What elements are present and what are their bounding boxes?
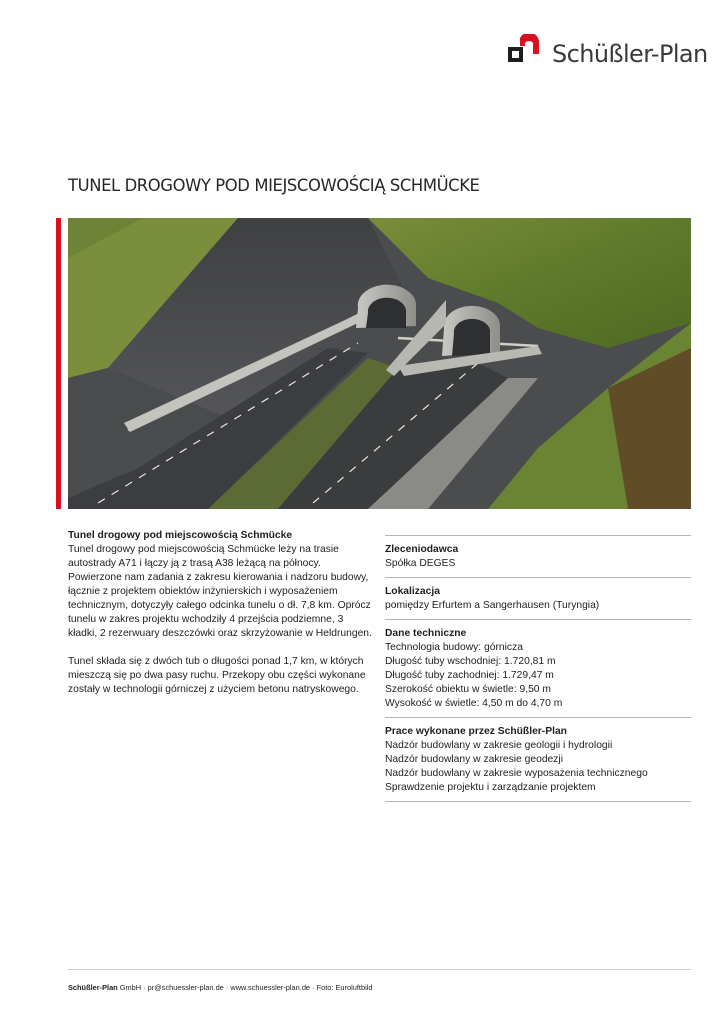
logo-wordmark: Schüßler-Plan (552, 40, 708, 68)
schuessler-plan-logo-icon (508, 34, 542, 68)
technical-data-section (385, 620, 691, 717)
location-section (385, 578, 691, 619)
technical-data-line: Długość tuby zachodniej: 1.729,47 m (385, 670, 554, 681)
aerial-tunnel-photo (68, 218, 691, 509)
footer-divider (68, 969, 691, 970)
footer-company: Schüßler-Plan (68, 983, 118, 992)
description-paragraph-1: Tunel drogowy pod miejscowością Schmücke leży na trasie autostrady A71 i łączy ją z trasą A38 leżącą na północy. Powierzone nam zadania z zakresu kierowania i nadzoru budowy, łącznie z projektem obiektów inżynierskich i wyposażeniem technicznym, dotyczyły całego odcinka tunelu o dł. 7,8 km. Oprócz tunelu w zakres projektu wchodziły 4 przejścia podziemne, 3 kładki, 2 rezerwuary deszczówki oraz skrzyżowanie w Heldrungen. (68, 544, 372, 639)
services-line: Nadzór budowlany w zakresie geologii i hydrologii (385, 740, 613, 751)
footer-contact: GmbH · pr@schuessler-plan.de · www.schuessler-plan.de · Foto: Euroluftbild (117, 983, 373, 992)
services-line: Nadzór budowlany w zakresie geodezji (385, 754, 564, 765)
services-line: Nadzór budowlany w zakresie wyposażenia technicznego (385, 768, 648, 779)
description-heading: Tunel drogowy pod miejscowością Schmücke (68, 530, 293, 541)
divider (385, 801, 691, 802)
services-section (385, 718, 691, 801)
footer (68, 983, 372, 992)
location-value: pomiędzy Erfurtem a Sangerhausen (Turyngia) (385, 600, 600, 611)
technical-data-line: Technologia budowy: górnicza (385, 642, 523, 653)
accent-bar (56, 218, 61, 509)
services-line: Sprawdzenie projektu i zarządzanie projektem (385, 782, 596, 793)
company-logo (508, 34, 708, 74)
page-title: TUNEL DROGOWY POD MIEJSCOWOŚCIĄ SCHMÜCKE (68, 176, 480, 195)
location-label: Lokalizacja (385, 586, 440, 597)
services-label: Prace wykonane przez Schüßler-Plan (385, 726, 567, 737)
client-label: Zleceniodawca (385, 544, 459, 555)
project-description (68, 529, 373, 697)
technical-data-label: Dane techniczne (385, 628, 467, 639)
project-facts (385, 535, 691, 802)
technical-data-line: Długość tuby wschodniej: 1.720,81 m (385, 656, 556, 667)
description-paragraph-2: Tunel składa się z dwóch tub o długości ponad 1,7 km, w których mieszczą się po dwa pasy ruchu. Przekopy obu części wykonane zostały w technologii górniczej z użyciem betonu natryskowego. (68, 656, 366, 695)
technical-data-line: Szerokość obiektu w świetle: 9,50 m (385, 684, 551, 695)
client-section (385, 536, 691, 577)
client-value: Spółka DEGES (385, 558, 456, 569)
technical-data-line: Wysokość w świetle: 4,50 m do 4,70 m (385, 698, 563, 709)
